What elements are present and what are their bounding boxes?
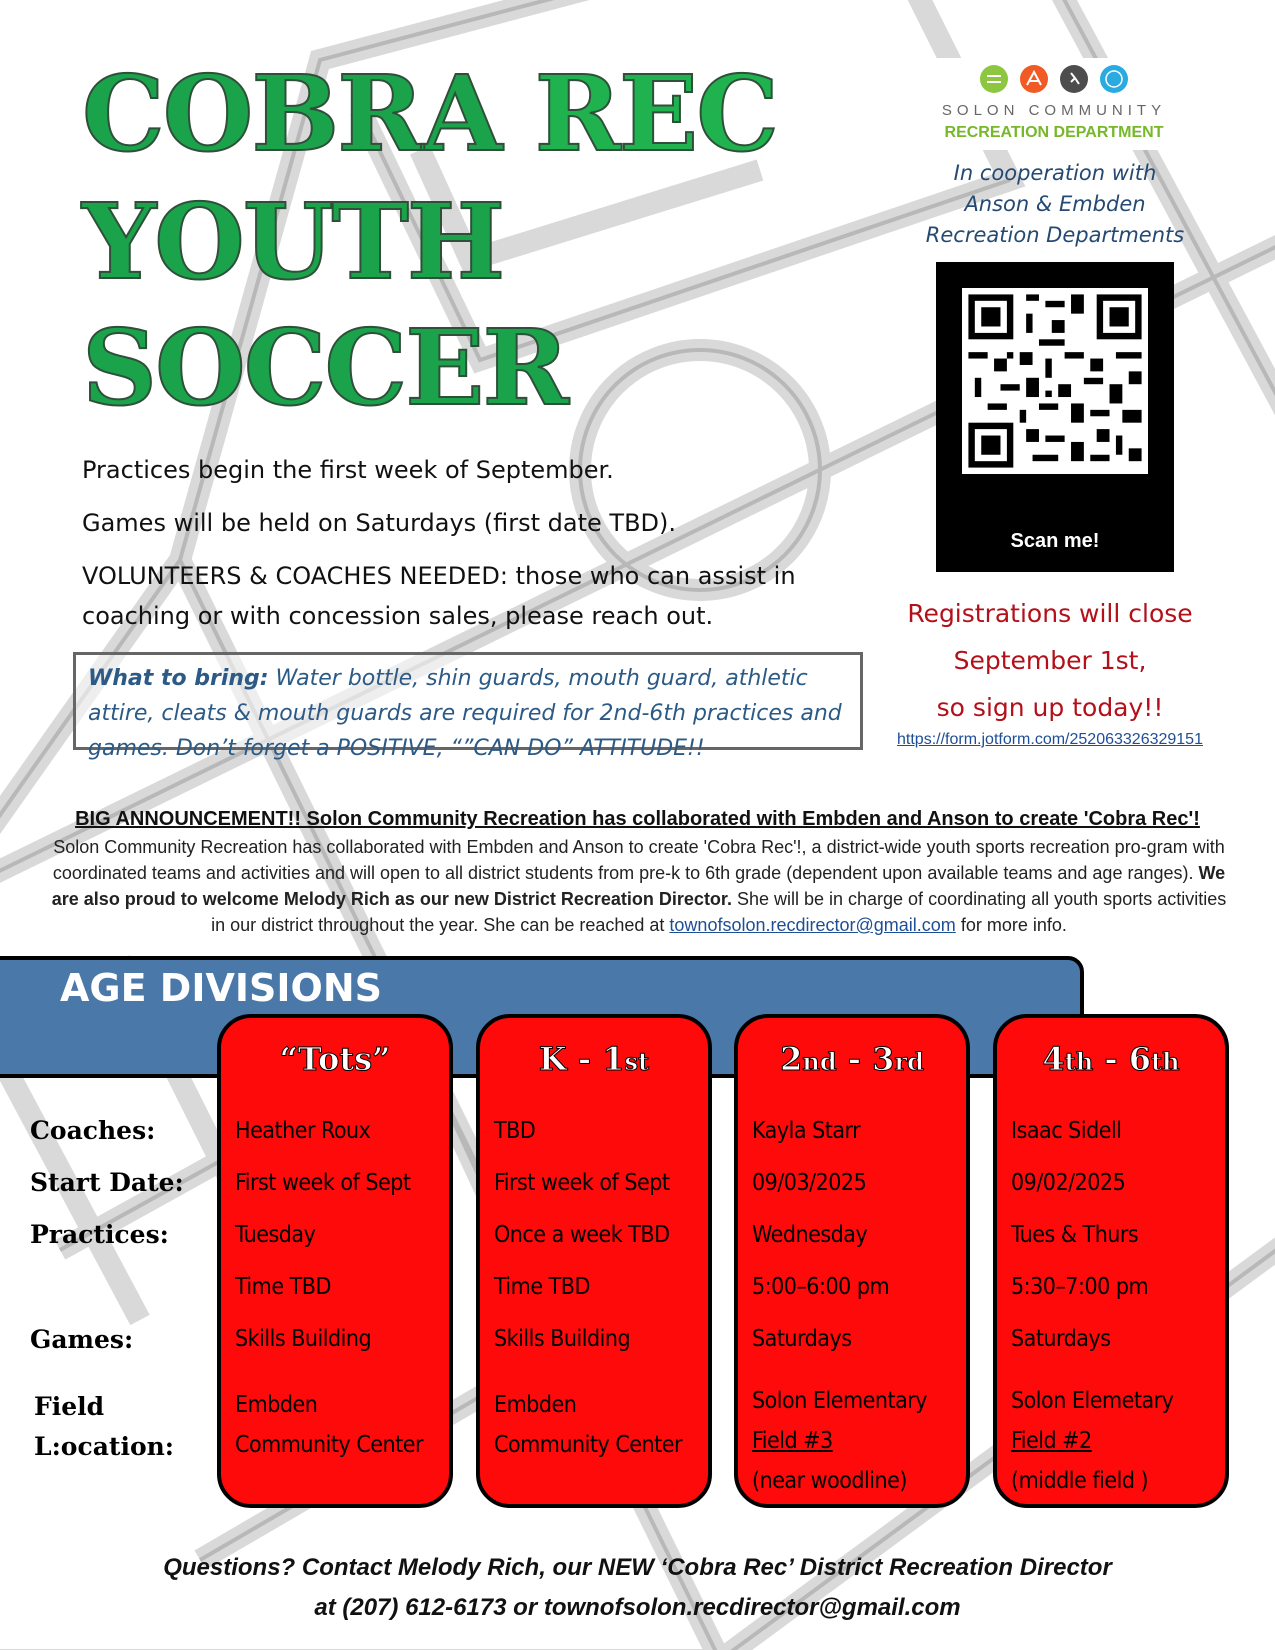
division-coach: Isaac Sidell (1011, 1118, 1122, 1144)
division-start: First week of Sept (494, 1170, 670, 1196)
division-head: “Tots” (279, 1040, 391, 1078)
division-4th-6th (993, 1014, 1229, 1508)
row-label-games: Games: (30, 1325, 134, 1354)
row-label-practices: Practices: (30, 1220, 169, 1249)
announcement-body: Solon Community Recreation has collaborated with Embden and Anson to create 'Cobra Rec'!, a district-wide youth sports recreation pro-gram with coordinated teams and activities and will open to all district students from pre-k to 6th grade (dependent upon available teams and age ranges). We are also proud to welcome Melody Rich as our new District Recreation Director. She will be in charge of coordinating all youth sports activities in our district throughout the year. She can be reached at townofsolon.recdirector@gmail.com for more info. (51, 837, 1227, 935)
division-games: Skills Building (494, 1326, 631, 1352)
age-divisions-title: AGE DIVISIONS (60, 966, 382, 1010)
division-location-2: Community Center (235, 1432, 423, 1458)
row-label-coaches: Coaches: (30, 1116, 156, 1145)
row-label-location: L:ocation: (34, 1432, 175, 1461)
logo-line-1: SOLON COMMUNITY (941, 102, 1167, 119)
cooperation-text: In cooperation with Anson & Embden Recreation Departments (925, 161, 1185, 247)
intro-practices: Practices begin the first week of September. (82, 456, 614, 484)
registration-deadline: Registrations will close September 1st, so sign up today!! (907, 599, 1193, 722)
division-2nd-3rd (734, 1014, 970, 1508)
division-location-3: (middle field ) (1011, 1468, 1149, 1494)
solon-recreation-logo (913, 58, 1195, 150)
intro-volunteers: VOLUNTEERS & COACHES NEEDED: those who can assist in coaching or with concession sales, please reach out. (82, 562, 796, 630)
logo-line-2: RECREATION DEPARTMENT (944, 124, 1164, 141)
title-line-1: COBRA REC (82, 52, 778, 175)
qr-code-panel[interactable] (936, 262, 1174, 572)
row-label-field: Field (34, 1392, 105, 1421)
division-location-2: Field #2 (1011, 1428, 1092, 1454)
division-practice-time: Time TBD (494, 1274, 590, 1300)
division-head: 4th - 6th (1042, 1040, 1180, 1078)
division-games: Saturdays (752, 1326, 852, 1352)
division-location-1: Solon Elemetary (1011, 1388, 1174, 1414)
division-practice-time: 5:00–6:00 pm (752, 1274, 890, 1300)
announcement-headline: BIG ANNOUNCEMENT!! Solon Community Recreation has collaborated with Embden and Anson to create 'Cobra Rec'! (75, 808, 1200, 830)
division-location-3: (near woodline) (752, 1468, 907, 1494)
division-coach: Heather Roux (235, 1118, 371, 1144)
director-email-link[interactable]: townofsolon.recdirector@gmail.com (669, 915, 956, 935)
what-to-bring-box: What to bring: Water bottle, shin guards, mouth guard, athletic attire, cleats & mouth guards are required for 2nd-6th practices and games. Don’t forget a POSITIVE, “”CAN DO” ATTITUDE!! (73, 652, 863, 750)
division-start: First week of Sept (235, 1170, 411, 1196)
row-label-start-date: Start Date: (30, 1168, 184, 1197)
division-coach: Kayla Starr (752, 1118, 861, 1144)
division-practice-day: Tues & Thurs (1011, 1222, 1139, 1248)
division-games: Skills Building (235, 1326, 372, 1352)
division-coach: TBD (494, 1118, 536, 1144)
division-location-1: Embden (235, 1392, 318, 1418)
recreation-icons (979, 64, 1129, 94)
division-location-2: Field #3 (752, 1428, 833, 1454)
division-games: Saturdays (1011, 1326, 1111, 1352)
division-head: 2nd - 3rd (780, 1040, 924, 1078)
division-location-2: Community Center (494, 1432, 682, 1458)
registration-link[interactable]: https://form.jotform.com/252063326329151 (897, 731, 1203, 748)
division-practice-day: Once a week TBD (494, 1222, 670, 1248)
division-start: 09/03/2025 (752, 1170, 867, 1196)
division-k-1st (476, 1014, 712, 1508)
division-practice-time: 5:30–7:00 pm (1011, 1274, 1149, 1300)
contact-line-1: Questions? Contact Melody Rich, our NEW ‘Cobra Rec’ District Recreation Director (163, 1554, 1112, 1581)
intro-games: Games will be held on Saturdays (first date TBD). (82, 509, 677, 537)
division-tots (217, 1014, 453, 1508)
division-location-1: Embden (494, 1392, 577, 1418)
division-practice-day: Wednesday (752, 1222, 868, 1248)
division-head: K - 1st (538, 1040, 650, 1078)
qr-code-icon[interactable] (962, 288, 1148, 474)
division-location-1: Solon Elementary (752, 1388, 927, 1414)
title-line-3: SOCCER (82, 306, 567, 429)
division-practice-day: Tuesday (235, 1222, 316, 1248)
division-start: 09/02/2025 (1011, 1170, 1126, 1196)
title-line-2: YOUTH (82, 180, 504, 303)
division-practice-time: Time TBD (235, 1274, 331, 1300)
contact-line-2: at (207) 612-6173 or townofsolon.recdirector@gmail.com (314, 1594, 961, 1621)
scan-me-label: Scan me! (1010, 530, 1100, 552)
